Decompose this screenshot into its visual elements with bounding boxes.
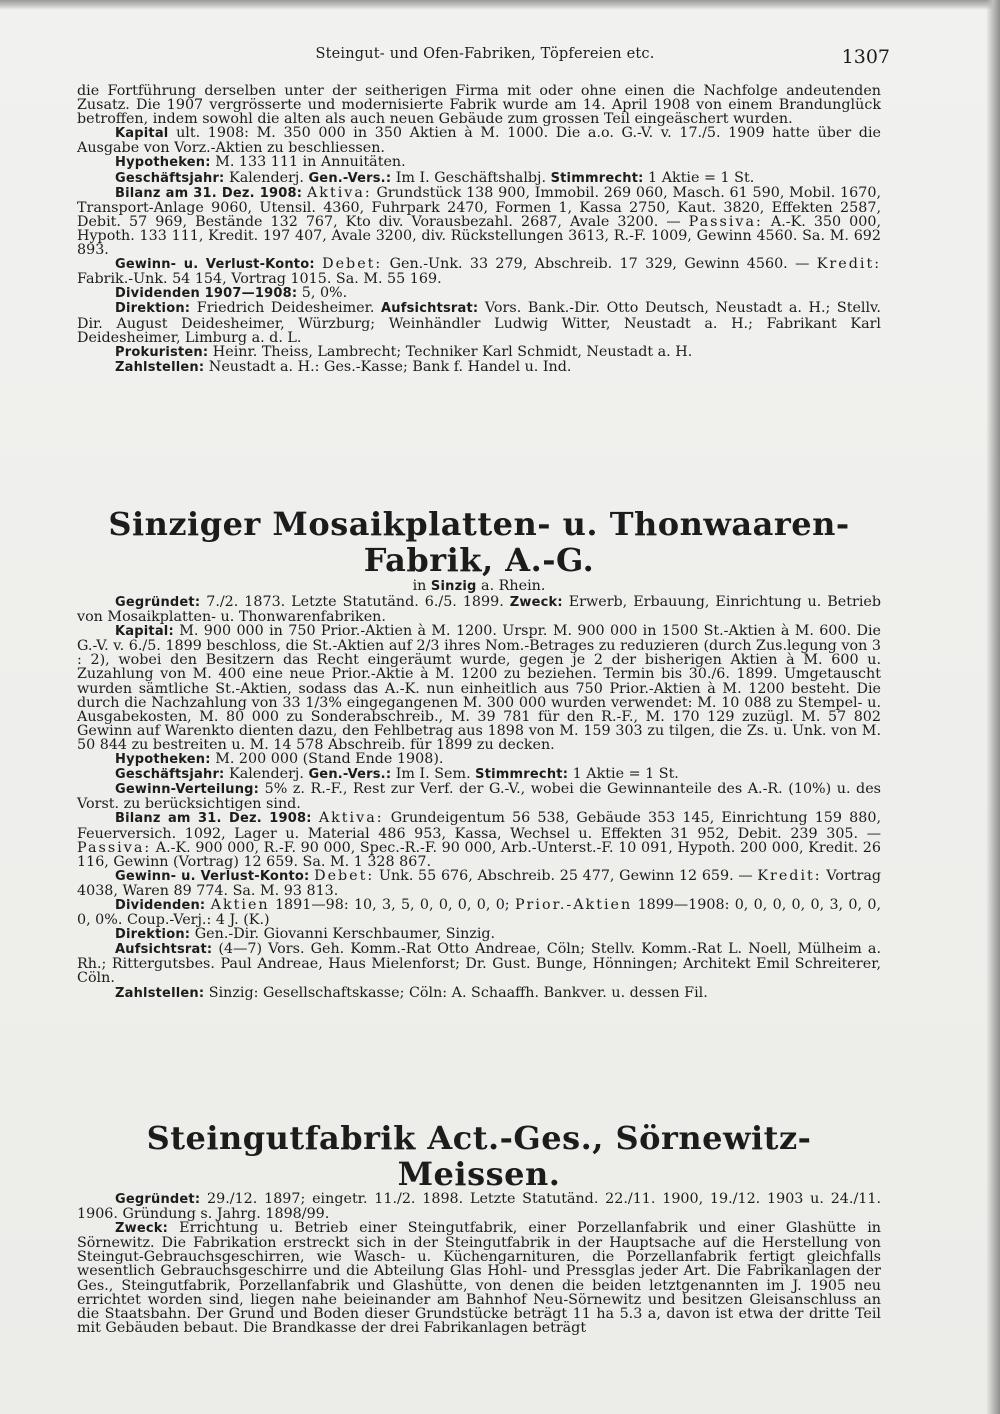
gegruendet-entry bbox=[77, 1192, 881, 1221]
guv-label: Gewinn- u. Verlust-Konto: bbox=[115, 257, 315, 273]
debet-text: Unk. 55 676, Abschreib. 25 477, Gewinn 12 659. — bbox=[374, 867, 758, 884]
zahlstellen-entry bbox=[77, 360, 881, 375]
intro-paragraph: die Fortführung derselben unter der seitherigen Firma mit oder ohne einen die Nachfolge andeutenden Zusatz. Die 1907 vergrösserte und modernisierte Fabrik wurde am 14. April 1908 von einem Brandunglück betroffen, indem sowohl die alten als auch neuen Gebäude zum grossen Teil eingeäschert wurden. bbox=[77, 83, 881, 128]
div-prior-word: Prior.-Aktien bbox=[514, 896, 633, 913]
kapital-entry bbox=[77, 624, 881, 752]
st-label: Stimmrecht: bbox=[475, 767, 569, 783]
gv-text: Im I. Geschäftshalbj. bbox=[391, 169, 551, 186]
hypotheken-label: Hypotheken: bbox=[115, 155, 211, 171]
direktion-entry bbox=[77, 301, 881, 344]
ar-label: Aufsichtsrat: bbox=[381, 301, 479, 317]
gegr-text: 7./2. 1873. Letzte Statutänd. 6./5. 1899. bbox=[200, 594, 510, 610]
zweck-text: Erwerb, Erbauung, Einrichtung u. Betrieb von Mosaikplatten- u. Thonwarenfabriken. bbox=[77, 594, 882, 626]
prok-label: Prokuristen: bbox=[115, 344, 209, 360]
loc-prefix: in bbox=[412, 578, 431, 594]
kapital-text: M. 900 000 in 750 Prior.-Aktien à M. 1200. Urspr. M. 900 000 in 1500 St.-Aktien à M. 600. Die G.-V. v. 6./5. 1899 beschloss, die St.-Aktien auf 2/3 ihres Nom.-Betrages zu reduzieren (durch Zus.legung von 3 : 2), wobei den Besitzern das Recht eingeräumt wurde, gegen je 2 der bisherigen Aktien à M. 600 u. Zuzahlung von M. 400 eine neue Prior.-Aktie à M. 1200 zu beziehen. Termin bis 30./6. 1899. Umgetauscht wurden sämtliche St.-Aktien, sodass das A.-K. nun einheitlich aus 750 Prior.-Aktien à M. 1200 besteht. Die durch die Nachzahlung von 33 1/3% eingegangenen M. 300 000 wurden verwendet: M. 10 088 zu Stempel- u. Ausgabekosten, M. 80 000 zu Sonderabschreib., M. 39 781 für den R.-F., M. 170 129 zuzügl. M. 57 802 Gewinn auf Warenkto dienten dazu, den Fehlbetrag aus 1898 von M. 159 303 zu tilgen, die Zs. u. Unk. von M. 50 844 zu bestreiten u. M. 14 578 Abschreib. für 1899 zu decken. bbox=[77, 623, 881, 753]
gv-label: Gen.-Vers.: bbox=[308, 767, 392, 783]
section-sinziger bbox=[77, 506, 881, 1001]
debet-word: Debet: bbox=[322, 256, 383, 273]
kapital-text: ult. 1908: M. 350 000 in 350 Aktien à M. 1000. Die a.o. G.-V. v. 17./5. 1909 hatte über die Ausgabe von Vorz.-Aktien zu beschliessen. bbox=[77, 125, 881, 157]
loc-suffix: a. Rhein. bbox=[476, 578, 546, 594]
dir-label: Direktion: bbox=[115, 301, 191, 317]
passiva-word: Passiva: bbox=[688, 213, 763, 230]
dividenden-entry bbox=[77, 286, 881, 301]
st-text: 1 Aktie = 1 St. bbox=[643, 169, 755, 186]
zahlstellen-entry bbox=[77, 986, 881, 1001]
zahl-label: Zahlstellen: bbox=[115, 359, 205, 375]
zahl-text: Neustadt a. H.: Ges.-Kasse; Bank f. Handel u. Ind. bbox=[204, 358, 572, 375]
page-number: 1307 bbox=[841, 46, 890, 68]
gewv-text: 5% z. R.-F., Rest zur Verf. der G.-V., wobei die Gewinnanteile des A.-R. (10%) u. des Vorst. zu berücksichtigen sind. bbox=[77, 781, 881, 813]
gj-label: Geschäftsjahr: bbox=[115, 170, 225, 186]
gj-text: Kalenderj. bbox=[224, 766, 309, 783]
bilanz-label: Bilanz am 31. Dez. 1908: bbox=[115, 185, 303, 201]
aktiva-text: Grundeigentum 56 538, Gebäude 353 145, Einrichtung 159 880, Feuerversich. 1092, Lager u. Material 486 953, Kassa, Wechsel u. Effekten 31 952, Debit. 239 305. — bbox=[77, 810, 881, 842]
st-label: Stimmrecht: bbox=[550, 170, 644, 186]
gegr-label: Gegründet: bbox=[115, 595, 201, 610]
debet-text: Gen.-Unk. 33 279, Abschreib. 17 329, Gewinn 4560. — bbox=[382, 256, 817, 273]
zweck-label: Zweck: bbox=[115, 1221, 169, 1237]
prok-text: Heinr. Theiss, Lambrecht; Techniker Karl Schmidt, Neustadt a. H. bbox=[208, 343, 693, 360]
hyp-text: M. 200 000 (Stand Ende 1908). bbox=[210, 751, 444, 768]
gj-text: Kalenderj. bbox=[224, 169, 309, 186]
guv-entry bbox=[77, 257, 881, 286]
direktion-entry bbox=[77, 927, 881, 942]
div-aktien-text: 1891—98: 10, 3, 5, 0, 0, 0, 0, 0; bbox=[269, 896, 515, 913]
zahl-text: Sinzig: Gesellschaftskasse; Cöln: A. Schaaffh. Bankver. u. dessen Fil. bbox=[204, 984, 708, 1001]
geschaeftsjahr-entry bbox=[77, 171, 881, 186]
zweck-label: Zweck: bbox=[509, 595, 563, 610]
section-soernewitz bbox=[77, 1120, 881, 1335]
company-title-soernewitz: Steingutfabrik Act.-Ges., Sörnewitz-Meissen. bbox=[146, 1119, 812, 1193]
hypotheken-entry bbox=[77, 155, 881, 170]
aufsichtsrat-entry bbox=[77, 942, 881, 985]
kapital-label: Kapital bbox=[115, 126, 169, 142]
passiva-text: A.-K. 350 000, Hypoth. 133 111, Kredit. 197 407, Avale 3200, div. Rückstellungen 3613, R.-F. 1009, Gewinn 4560. Sa. M. 692 893. bbox=[77, 213, 881, 259]
page-right-edge bbox=[986, 0, 1000, 1414]
zweck-text: Errichtung u. Betrieb einer Steingutfabrik, einer Porzellanfabrik und einer Glashütte in Sörnewitz. Die Fabrikation erstreckt sich in der Steingutfabrik in der Hauptsache auf die Herstellung von Steingut-Gebrauchsgeschirren, wie Wasch- u. Küchengarnituren, die Porzellanfabrik fertigt gleichfalls wesentlich Gebrauchsgeschirre und die Abteilung Glas Hohl- und Pressglas jeder Art. Die Fabrikanlagen der Ges., Steingutfabrik, Porzellanfabrik und Glashütte, von denen die beiden letztgenannten im J. 1905 neu errichtet worden sind, liegen nahe beieinander am Bahnhof Neu-Sörnewitz und besitzen Gleisanschluss an die Staatsbahn. Der Grund und Boden dieser Grundstücke beträgt 11 ha 5.3 a, davon ist etwa der dritte Teil mit Gebäuden bebaut. Die Brandkasse der drei Fabrikanlagen beträgt bbox=[77, 1220, 881, 1336]
ar-text: Vors. Bank.-Dir. Otto Deutsch, Neustadt a. H.; Stellv. Dir. August Deidesheimer, Würzburg; Weinhändler Ludwig Witter, Neustadt a. H.; Fabrikant Karl Deidesheimer, Limburg a. d. L. bbox=[77, 300, 881, 346]
ar-text: (4—7) Vors. Geh. Komm.-Rat Otto Andreae, Cöln; Stellv. Komm.-Rat L. Noell, Mülheim a. Rh.; Rittergutsbes. Paul Andreae, Haus Mielenforst; Dr. Gust. Bunge, Hönningen; Architekt Emil Schreiterer, Cöln. bbox=[77, 941, 881, 987]
guv-label: Gewinn- u. Verlust-Konto: bbox=[115, 868, 310, 884]
dividenden-entry bbox=[77, 898, 881, 927]
bilanz-entry bbox=[77, 186, 881, 257]
bilanz-entry bbox=[77, 811, 881, 868]
gewv-label: Gewinn-Verteilung: bbox=[115, 782, 260, 798]
aktiva-word: Aktiva: bbox=[306, 184, 372, 201]
hypotheken-entry bbox=[77, 752, 881, 767]
div-text: 5, 0%. bbox=[297, 285, 348, 302]
hyp-label: Hypotheken: bbox=[115, 752, 211, 768]
page-top-edge bbox=[0, 0, 1000, 10]
company-title-sinziger: Sinziger Mosaikplatten- u. Thonwaaren-Fabrik, A.-G. bbox=[108, 505, 850, 579]
page-header bbox=[80, 40, 890, 70]
kapital-entry bbox=[77, 126, 881, 155]
company-location bbox=[77, 578, 881, 595]
div-aktien-word: Aktien bbox=[210, 896, 270, 913]
kredit-word: Kredit: bbox=[816, 256, 882, 273]
bilanz-label: Bilanz am 31. Dez. 1908: bbox=[115, 811, 312, 827]
gj-label: Geschäftsjahr: bbox=[115, 767, 225, 783]
gegr-text: 29./12. 1897; eingetr. 11./2. 1898. Letzte Statutänd. 22./11. 1900, 19./12. 1903 u. 24./11. 1906. Gründung s. Jahrg. 1898/99. bbox=[77, 1191, 881, 1223]
gv-text: Im I. Sem. bbox=[391, 766, 476, 783]
hypotheken-text: M. 133 111 in Annuitäten. bbox=[210, 154, 406, 171]
div-prior-text: 1899—1908: 0, 0, 0, 0, 0, 3, 0, 0, 0, 0%. Coup.-Verj.: 4 J. (K.) bbox=[77, 896, 881, 929]
geschaeftsjahr-entry bbox=[77, 767, 881, 782]
dir-text: Friedrich Deidesheimer. bbox=[190, 300, 382, 317]
dir-label: Direktion: bbox=[115, 927, 191, 943]
kredit-word: Kredit: bbox=[757, 867, 822, 884]
zweck-entry bbox=[77, 1221, 881, 1335]
debet-word: Debet: bbox=[314, 867, 375, 884]
aktiva-text: Grundstück 138 900, Immobil. 269 060, Masch. 61 590, Mobil. 1670, Transport-Anlage 9060, Utensil. 4360, Fuhrpark 2470, Formen 1, Kassa 2750, Kaut. 3820, Effekten 2587, Debit. 57 969, Bestände 132 767, Kto div. Vorausbezahl. 2687, Avale 3200. — bbox=[77, 184, 881, 230]
dir-text: Gen.-Dir. Giovanni Kerschbaumer, Sinzig. bbox=[190, 926, 496, 943]
zahl-label: Zahlstellen: bbox=[115, 985, 205, 1001]
div-label: Dividenden 1907—1908: bbox=[115, 286, 298, 302]
div-label: Dividenden: bbox=[115, 897, 206, 913]
passiva-text: A.-K. 900 000, R.-F. 90 000, Spec.-R.-F. 90 000, Arb.-Unterst.-F. 10 091, Hypoth. 200 000, Kredit. 26 116, Gewinn (Vortrag) 12 659. Sa. M. 1 328 867. bbox=[77, 839, 881, 870]
gewinn-verteilung-entry bbox=[77, 782, 881, 811]
gegruendet-entry bbox=[77, 595, 881, 624]
aktiva-word: Aktiva: bbox=[318, 810, 384, 827]
guv-entry bbox=[77, 869, 881, 898]
kredit-text: Fabrik.-Unk. 54 154, Vortrag 1015. Sa. M. 55 169. bbox=[77, 271, 442, 288]
loc-place: Sinzig bbox=[430, 579, 477, 594]
gegr-label: Gegründet: bbox=[115, 1192, 201, 1207]
st-text: 1 Aktie = 1 St. bbox=[568, 766, 679, 783]
gv-label: Gen.-Vers.: bbox=[308, 170, 392, 186]
prokuristen-entry bbox=[77, 345, 881, 360]
kredit-text: Vortrag 4038, Waren 89 774. Sa. M. 93 813. bbox=[77, 867, 881, 899]
passiva-word: Passiva: bbox=[77, 839, 152, 856]
running-head: Steingut- und Ofen-Fabriken, Töpfereien etc. bbox=[315, 46, 655, 62]
kapital-label: Kapital: bbox=[115, 624, 174, 640]
section-continuation bbox=[77, 84, 881, 375]
ar-label: Aufsichtsrat: bbox=[115, 942, 213, 958]
